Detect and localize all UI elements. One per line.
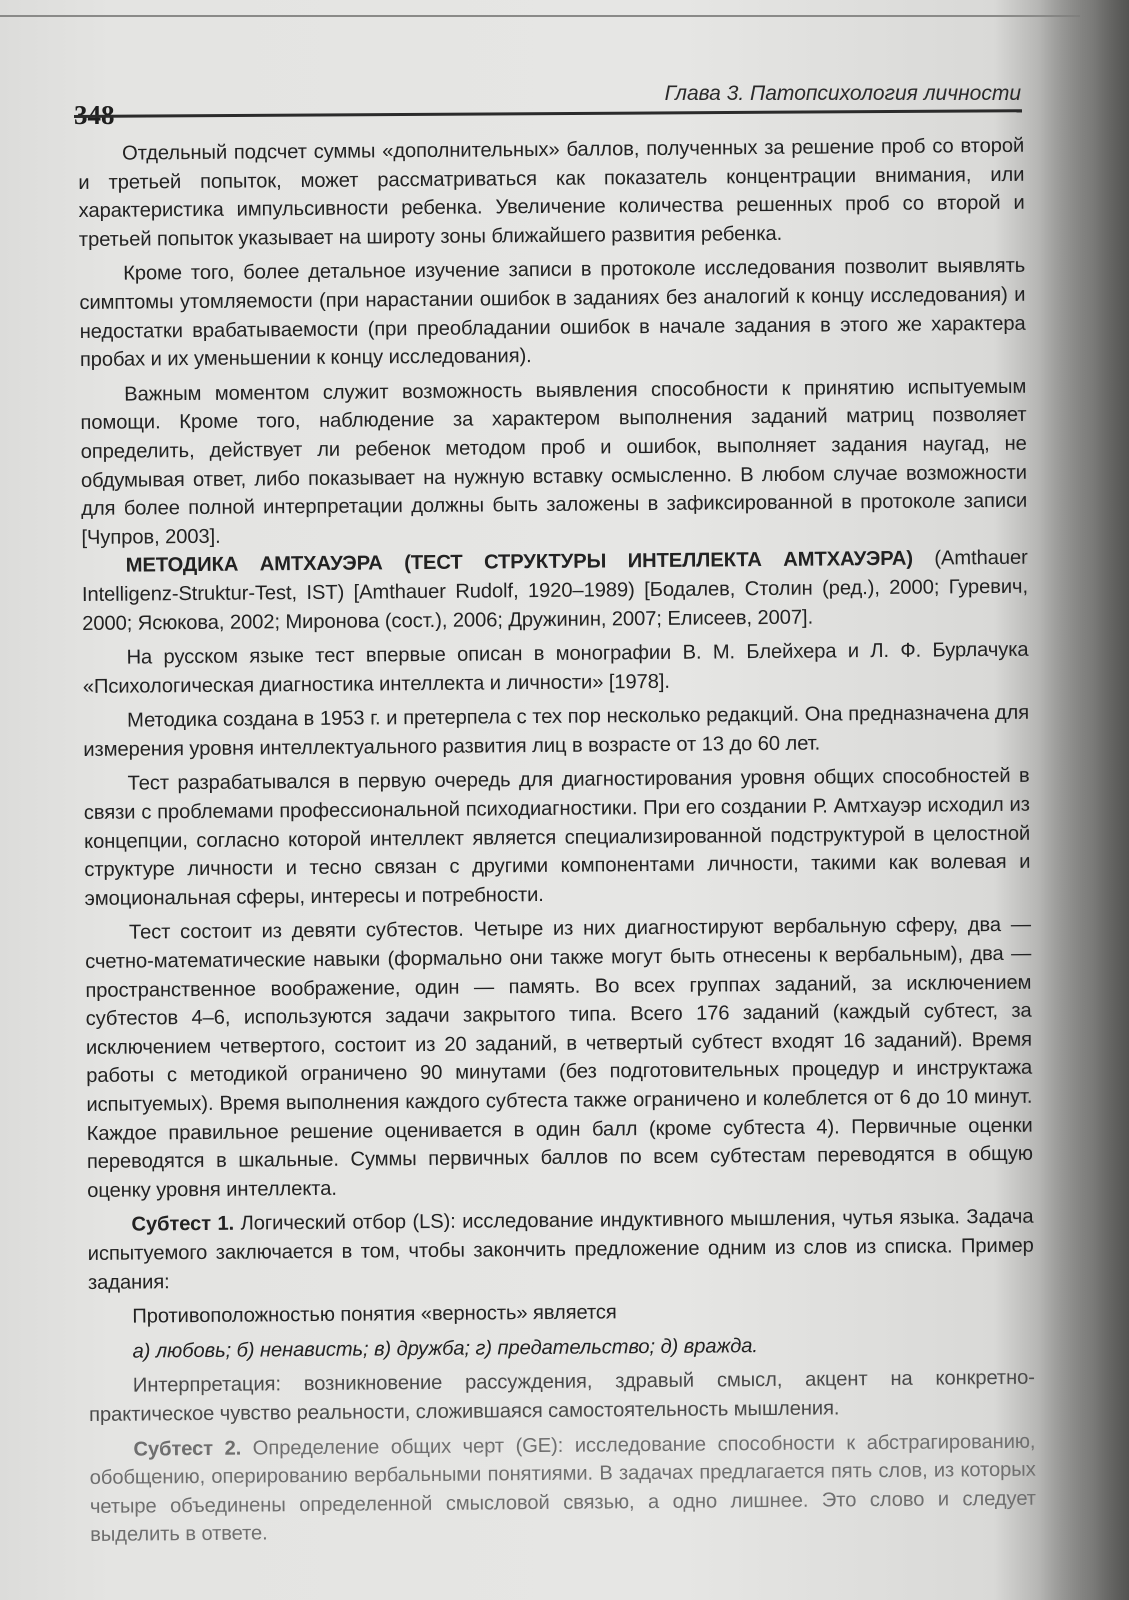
paragraph: На русском языке тест впервые описан в монографии В. М. Блейхера и Л. Ф. Бурлачука «Психологическая диагностика интеллекта и личности» [1978]. [82, 638, 1029, 698]
header-rule [74, 109, 1022, 118]
paragraph: Методика создана в 1953 г. и претерпела с тех пор несколько редакций. Она предназначена для измерения уровня интеллектуального развития лиц в возрасте от 13 до 60 лет. [83, 702, 1030, 761]
section-references: (Amthauer Intelligenz-Struktur-Test, IST) [Amthauer Rudolf, 1920–1989) [Бодалев, Столин (ред.), 2000; Гуревич, 2000; Ясюкова, 2002; Миронова (сост.), 2006; Дружинин, 2007; Елисеев, 2007]. [81, 547, 1029, 635]
paragraph: Тест разрабатывался в первую очередь для диагностирования уровня общих способностей в связи с проблемами профессиональной психодиагностики. При его создании Р. Амтхауэр исходил из концепции, согласно которой интеллект является специализированной подструктурой в целостной структуре личности и тесно связан с другими компонентами личности, такими как волевая и эмоциональная сферы, интересы и потребности. [83, 765, 1031, 910]
example-options: а) любовь; б) ненависть; в) дружба; г) предательство; д) вражда. [132, 1334, 758, 1363]
subtest-paragraph [89, 1427, 1036, 1550]
subtest-paragraph [87, 1203, 1034, 1297]
interpretation: Интерпретация: возникновение рассуждения, здравый смысл, акцент на конкретно-практическое чувство реальности, сложившаяся самостоятельность мышления. [89, 1367, 1035, 1426]
scan-edge-line [0, 15, 1080, 17]
example-question: Противоположностью понятия «верность» является [132, 1301, 617, 1328]
section-heading: МЕТОДИКА АМТХАУЭРА (ТЕСТ СТРУКТУРЫ ИНТЕЛЛЕКТА АМТХАУЭРА) [125, 548, 913, 577]
running-head: Глава 3. Патопсихология личности [664, 82, 1021, 105]
paragraph: Тест состоит из девяти субтестов. Четыре из них диагностируют вербальную сферу, два — счетно-математические навыки (формально они также могут быть отнесены к вербальным), два — пространственное воображение, один — память. Во всех группах заданий, за исключением субтестов 4–6, используются задачи закрытого типа. Всего 176 заданий (каждый субтест, за исключением четвертого, состоит из 20 заданий, в четвертый субтест входят 16 заданий). Время работы с методикой ограничено 90 минутами (без подготовительных процедур и инструктажа испытуемых). Время выполнения каждого субтеста также ограничено и колеблется от 6 до 10 минут. Каждое правильное решение оценивается в один балл (кроме субтеста 4). Первичные оценки переводятся в шкальные. Суммы первичных баллов по всем субтестам переводятся в общую оценку уровня интеллекта. [85, 914, 1033, 1202]
subtest-label: Субтест 2. [133, 1437, 242, 1461]
body-text [78, 132, 1036, 1550]
subtest-label: Субтест 1. [131, 1213, 235, 1236]
paragraph: Отдельный подсчет суммы «дополнительных» баллов, полученных за решение проб со второй и третьей попыток, может рассматриваться как показатель концентрации внимания, или характеристика импульсивности ребенка. Увеличение количества решенных проб со второй и третьей попыток указывает на широту зоны ближайшего развития ребенка. [78, 134, 1025, 251]
paragraph: Важным моментом служит возможность выявления способности к принятию испытуемым помощи. Кроме того, наблюдение за характером выполнения заданий матриц позволяет определить, действует ли ребенок методом проб и ошибок, выполняет задания наугад, не обдумывая ответ, либо показывает на нужную вставку осмысленно. В любом случае возможности для более полной интерпретации должны быть заложены в зафиксированной в протоколе записи [Чупров, 2003]. [80, 375, 1028, 549]
section-heading-paragraph [82, 544, 1029, 638]
page-fold-shadow [1039, 0, 1129, 1600]
page-number: 348 [74, 100, 115, 130]
paragraph: Кроме того, более детальное изучение записи в протоколе исследования позволит выявлять симптомы утомляемости (при нарастании ошибок в заданиях без аналогий к концу исследования) и недостатки врабатываемости (при преобладании ошибок в начале задания в этого же характера пробах и их уменьшении к концу исследования). [79, 255, 1026, 372]
subtest-description: Определение общих черт (GE): исследование способности к абстрагированию, обобщению, оперированию вербальными понятиями. В задачах предлагается пять слов, из которых четыре объединены определенной смысловой связью, а одно лишнее. Это слово и следует выделить в ответе. [89, 1430, 1036, 1547]
subtest-description: Логический отбор (LS): исследование индуктивного мышления, чутья языка. Задача испытуемого заключается в том, чтобы закончить предложение одним из слов из списка. Пример задания: [87, 1206, 1034, 1294]
